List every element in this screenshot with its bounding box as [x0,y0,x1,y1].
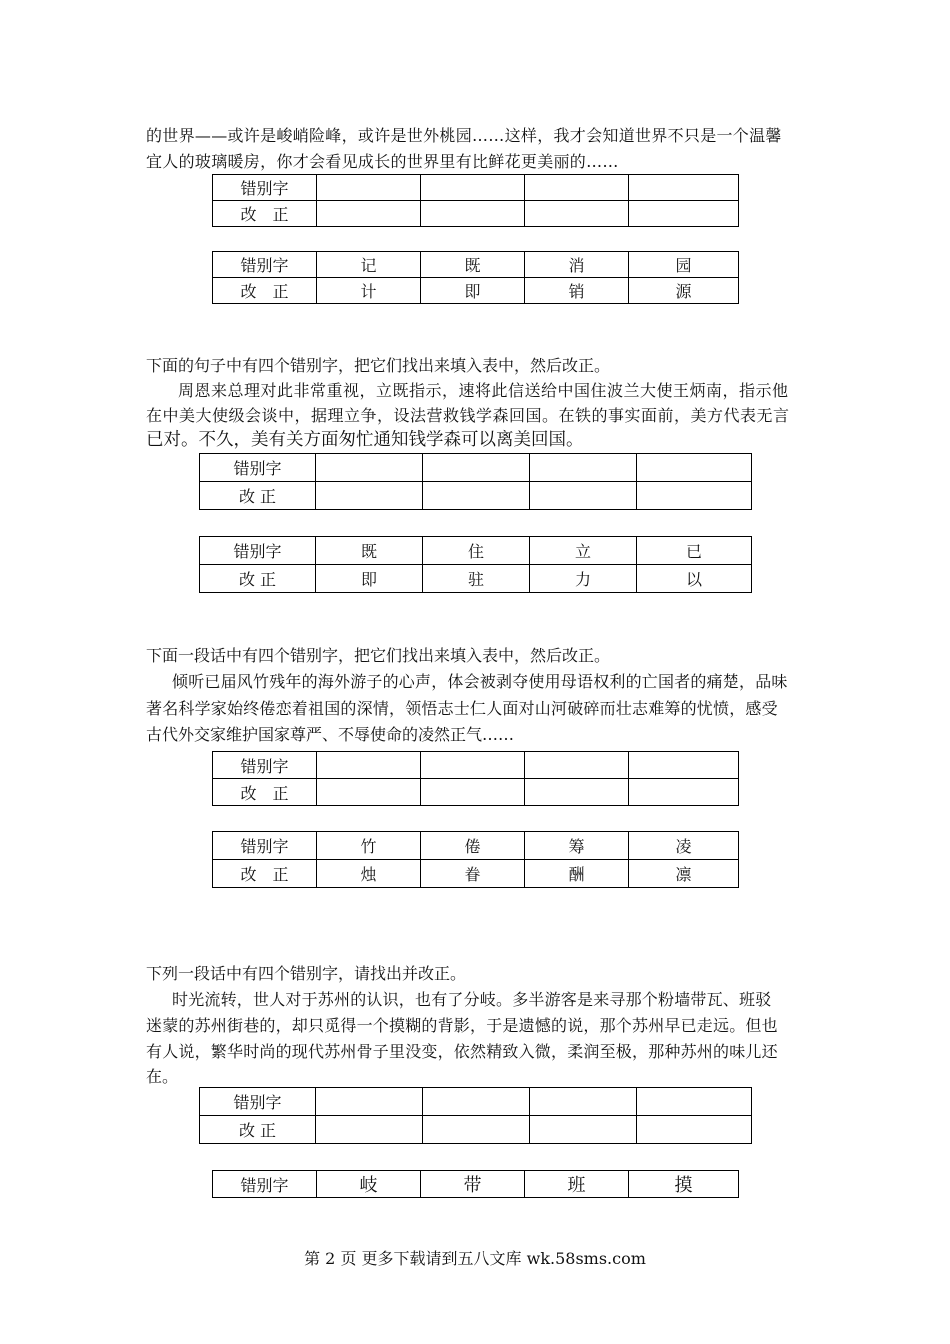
paragraph-line: 在。 [146,1067,179,1086]
correct-char-cell: 销 [525,278,629,304]
blank-cell[interactable] [316,482,423,510]
blank-cell[interactable] [317,175,421,201]
blank-cell[interactable] [423,1088,530,1116]
correct-char-cell: 凛 [629,860,739,888]
table-row-label-correct: 改 正 [213,201,317,227]
blank-cell[interactable] [629,752,739,779]
table-row-label-correct: 改 正 [213,278,317,304]
table-row-label-wrong: 错别字 [213,752,317,779]
blank-cell[interactable] [317,201,421,227]
table-row-label-wrong: 错别字 [213,832,317,860]
blank-cell[interactable] [525,175,629,201]
blank-cell[interactable] [421,752,525,779]
blank-cell[interactable] [530,482,637,510]
table-row-label-wrong: 错别字 [213,252,317,278]
wrong-char-cell: 倦 [421,832,525,860]
correct-char-cell: 驻 [423,565,530,593]
correct-char-cell: 力 [530,565,637,593]
correct-char-cell: 源 [629,278,739,304]
wrong-char-cell: 摸 [629,1171,739,1198]
correct-char-cell: 酬 [525,860,629,888]
paragraph-line: 宜人的玻璃暖房，你才会看见成长的世界里有比鲜花更美丽的…… [146,152,619,171]
paragraph-line: 古代外交家维护国家尊严、不辱使命的凌然正气…… [146,725,515,744]
blank-cell[interactable] [421,779,525,806]
wrong-char-cell: 岐 [317,1171,421,1198]
blank-cell[interactable] [530,1116,637,1144]
wrong-char-cell: 班 [525,1171,629,1198]
table-row-label-correct: 改 正 [200,482,316,510]
answer-table [199,536,752,593]
correct-char-cell: 以 [637,565,752,593]
wrong-char-cell: 住 [423,537,530,565]
wrong-char-cell: 既 [421,252,525,278]
table-row-label-correct: 改 正 [200,565,316,593]
table-row-label-wrong: 错别字 [213,175,317,201]
blank-cell[interactable] [317,779,421,806]
instruction-text: 下面一段话中有四个错别字，把它们找出来填入表中，然后改正。 [146,646,611,665]
paragraph-line: 著名科学家始终倦恋着祖国的深情，领悟志士仁人面对山河破碎而壮志难筹的忧愤，感受 [146,699,778,718]
answer-table [212,1170,739,1198]
blank-cell[interactable] [423,1116,530,1144]
paragraph-line: 已对。不久，美有关方面匆忙通知钱学森可以离美回国。 [146,430,584,450]
blank-cell[interactable] [525,752,629,779]
table-row-label-correct: 改 正 [213,860,317,888]
page-footer: 第 2 页 更多下载请到五八文库 wk.58sms.com [304,1249,646,1268]
table-row-label-wrong: 错别字 [200,537,316,565]
blank-answer-table [199,453,752,510]
blank-cell[interactable] [637,1088,752,1116]
table-row-label-wrong: 错别字 [200,454,316,482]
paragraph-line: 周恩来总理对此非常重视，立既指示，速将此信送给中国住波兰大使王炳南，指示他 [178,381,789,400]
correct-char-cell: 眷 [421,860,525,888]
wrong-char-cell: 竹 [317,832,421,860]
blank-cell[interactable] [530,454,637,482]
wrong-char-cell: 立 [530,537,637,565]
blank-cell[interactable] [421,201,525,227]
correct-char-cell: 即 [421,278,525,304]
correct-char-cell: 烛 [317,860,421,888]
blank-answer-table [212,751,739,806]
correct-char-cell: 即 [316,565,423,593]
wrong-char-cell: 筹 [525,832,629,860]
blank-cell[interactable] [317,752,421,779]
instruction-text: 下列一段话中有四个错别字，请找出并改正。 [146,964,467,983]
answer-table [212,831,739,888]
paragraph-line: 倾听已届风竹残年的海外游子的心声，体会被剥夺使用母语权利的亡国者的痛楚，品味 [172,672,788,691]
paragraph-line: 有人说，繁华时尚的现代苏州骨子里没变，依然精致入微，柔润至极，那种苏州的味儿还 [146,1042,778,1061]
answer-table [212,251,739,304]
blank-cell[interactable] [637,1116,752,1144]
blank-cell[interactable] [316,454,423,482]
blank-answer-table [199,1087,752,1144]
wrong-char-cell: 既 [316,537,423,565]
blank-cell[interactable] [637,454,752,482]
blank-cell[interactable] [316,1116,423,1144]
paragraph-line: 迷蒙的苏州街巷的，却只觅得一个摸糊的背影，于是遗憾的说，那个苏州早已走远。但也 [146,1016,778,1035]
table-row-label-wrong: 错别字 [213,1171,317,1198]
correct-char-cell: 计 [317,278,421,304]
wrong-char-cell: 带 [421,1171,525,1198]
blank-cell[interactable] [525,779,629,806]
paragraph-line: 时光流转，世人对于苏州的认识，也有了分岐。多半游客是来寻那个粉墙带瓦、班驳 [172,990,772,1009]
wrong-char-cell: 消 [525,252,629,278]
wrong-char-cell: 园 [629,252,739,278]
wrong-char-cell: 记 [317,252,421,278]
blank-cell[interactable] [525,201,629,227]
blank-cell[interactable] [316,1088,423,1116]
paragraph-line: 在中美大使级会谈中，据理立争，设法营救钱学森回国。在铁的事实面前，美方代表无言 [146,406,790,425]
table-row-label-correct: 改 正 [213,779,317,806]
blank-cell[interactable] [637,482,752,510]
wrong-char-cell: 已 [637,537,752,565]
blank-cell[interactable] [629,175,739,201]
blank-cell[interactable] [629,201,739,227]
blank-cell[interactable] [421,175,525,201]
blank-cell[interactable] [629,779,739,806]
blank-answer-table [212,174,739,227]
table-row-label-correct: 改 正 [200,1116,316,1144]
blank-cell[interactable] [530,1088,637,1116]
paragraph-line: 的世界——或许是峻峭险峰，或许是世外桃园……这样，我才会知道世界不只是一个温馨 [146,126,782,145]
table-row-label-wrong: 错别字 [200,1088,316,1116]
instruction-text: 下面的句子中有四个错别字，把它们找出来填入表中，然后改正。 [146,356,611,375]
blank-cell[interactable] [423,454,530,482]
blank-cell[interactable] [423,482,530,510]
wrong-char-cell: 凌 [629,832,739,860]
